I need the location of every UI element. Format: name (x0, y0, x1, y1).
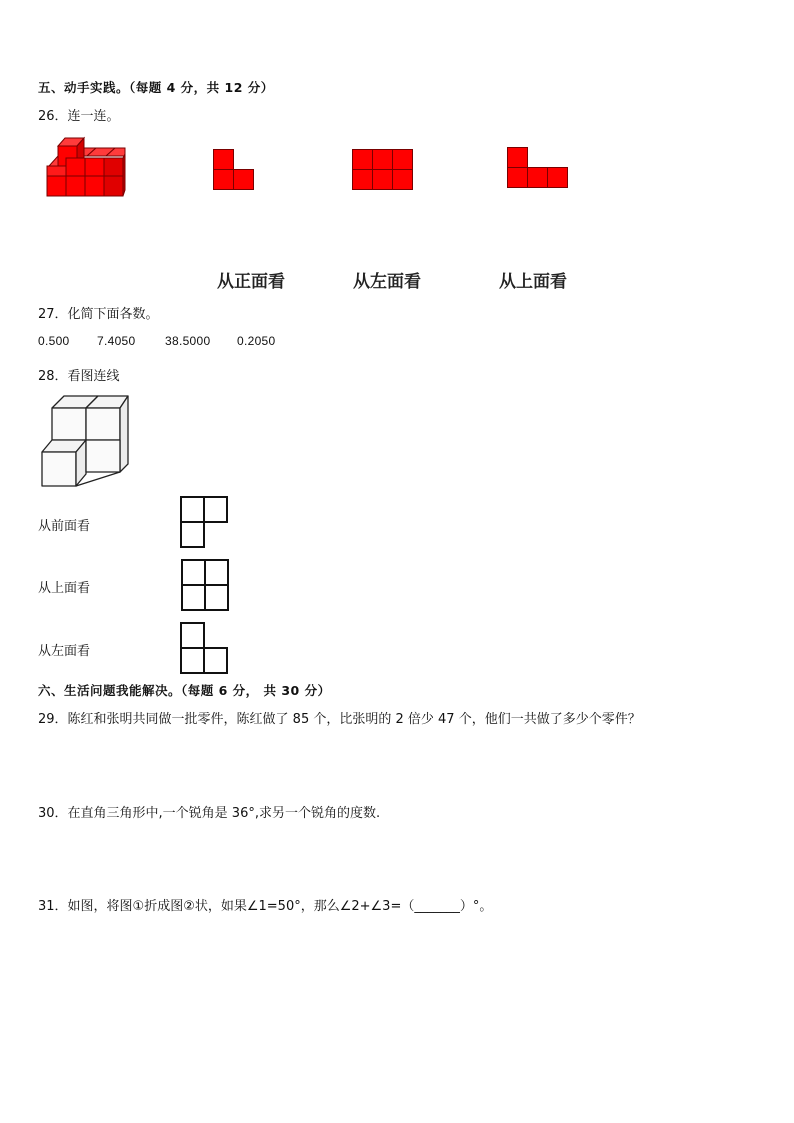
section-5-heading: 五、动手实践。（每题 4 分，共 12 分） (38, 80, 274, 95)
q26-3d-block-figure (44, 136, 128, 198)
q26-view-shape-2 (352, 149, 414, 191)
question-31-text: 31．如图，将图①折成图②状，如果∠1=50°，那么∠2+∠3=（_______）°。 (38, 899, 493, 914)
q28-view-shape-2 (181, 559, 231, 613)
question-27-text: 27．化简下面各数。 (38, 307, 159, 322)
q28-label-top: 从上面看 (38, 581, 91, 596)
q28-view-shape-1 (180, 496, 230, 550)
q26-view-shape-1 (213, 149, 255, 191)
question-29-text: 29．陈红和张明共同做一批零件，陈红做了 85 个，比张明的 2 倍少 47 个，他们一共做了多少个零件？ (38, 712, 641, 727)
q27-number-3: 38.5000 (165, 334, 211, 348)
q28-label-left: 从左面看 (38, 644, 91, 659)
q26-view-shape-3 (507, 147, 569, 189)
q28-view-shape-3 (180, 622, 230, 676)
section-6-heading: 六、生活问题我能解决。（每题 6 分， 共 30 分） (38, 683, 331, 698)
q26-label-front: 从正面看 (217, 272, 285, 292)
question-30-text: 30．在直角三角形中,一个锐角是 36°,求另一个锐角的度数. (38, 806, 381, 821)
q27-number-1: 0.500 (38, 334, 70, 348)
q28-label-front: 从前面看 (38, 519, 91, 534)
question-28-text: 28．看图连线 (38, 369, 120, 384)
q28-cube-stack-figure (40, 394, 132, 488)
q26-label-left: 从左面看 (353, 272, 421, 292)
q27-number-4: 0.2050 (237, 334, 276, 348)
q26-label-top: 从上面看 (499, 272, 567, 292)
question-26-text: 26．连一连。 (38, 109, 120, 124)
q27-number-2: 7.4050 (97, 334, 136, 348)
